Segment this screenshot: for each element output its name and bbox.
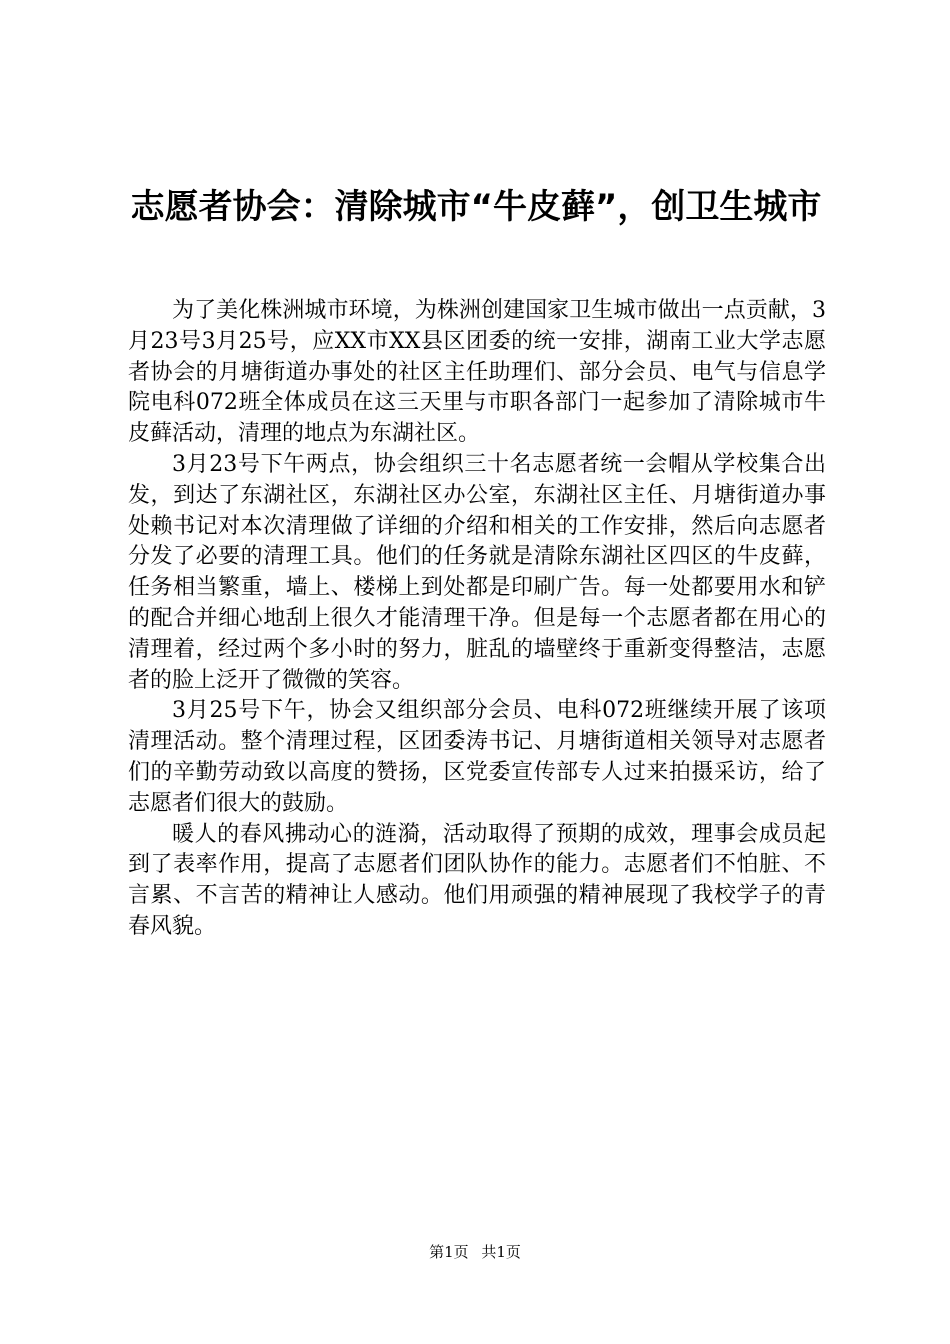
paragraph-4: 暖人的春风拂动心的涟漪，活动取得了预期的成效，理事会成员起到了表率作用，提高了志愿者们团队协作的能力。志愿者们不怕脏、不言累、不言苦的精神让人感动。他们用顽强的精神展现了我校学子的青春风貌。 bbox=[128, 821, 826, 939]
paragraph-1: 为了美化株洲城市环境，为株洲创建国家卫生城市做出一点贡献，3月23号3月25号，应XX市XX县区团委的统一安排，湖南工业大学志愿者协会的月塘街道办事处的社区主任助理们、部分会员、电气与信息学院电科072班全体成员在这三天里与市职各部门一起参加了清除城市牛皮藓活动，清理的地点为东湖社区。 bbox=[128, 298, 826, 447]
page-total: 共1页 bbox=[481, 1243, 521, 1261]
page-footer bbox=[0, 1242, 950, 1262]
paragraph-2: 3月23号下午两点，协会组织三十名志愿者统一会帽从学校集合出发，到达了东湖社区，东湖社区办公室，东湖社区主任、月塘街道办事处赖书记对本次清理做了详细的介绍和相关的工作安排，然后向志愿者分发了必要的清理工具。他们的任务就是清除东湖社区四区的牛皮藓，任务相当繁重，墙上、楼梯上到处都是印刷广告。每一处都要用水和铲的配合并细心地刮上很久才能清理干净。但是每一个志愿者都在用心的清理着，经过两个多小时的努力，脏乱的墙壁终于重新变得整洁，志愿者的脸上泛开了微微的笑容。 bbox=[128, 451, 826, 693]
paragraph-3: 3月25号下午，协会又组织部分会员、电科072班继续开展了该项清理活动。整个清理过程，区团委涛书记、月塘街道相关领导对志愿者们的辛勤劳动致以高度的赞扬，区党委宣传部专人过来拍摄采访，给了志愿者们很大的鼓励。 bbox=[128, 698, 826, 816]
document-body bbox=[128, 296, 826, 943]
document-title: 志愿者协会：清除城市“牛皮藓”，创卫生城市 bbox=[130, 187, 822, 227]
page-number: 第1页 bbox=[429, 1243, 469, 1261]
